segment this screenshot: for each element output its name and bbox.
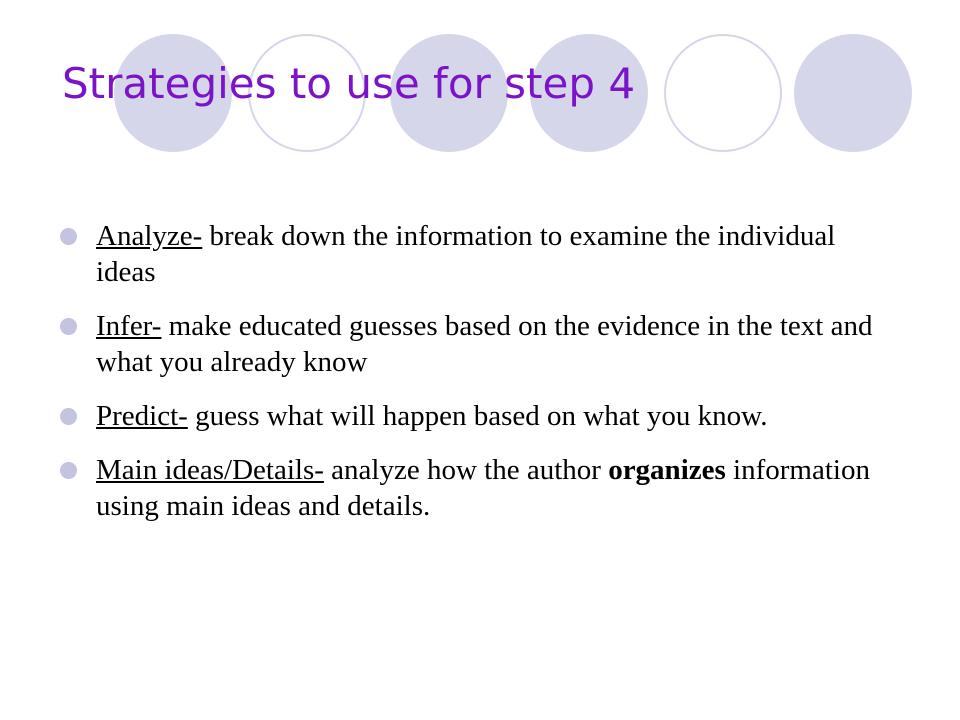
bullet-text: guess what will happen based on what you know.: [187, 400, 768, 432]
bullet-text: make educated guesses based on the evidence in the text and what you already know: [96, 310, 873, 378]
bullet-dot-icon: [60, 228, 77, 245]
bullet-emphasis: organizes: [608, 454, 726, 486]
slide-title: Strategies to use for step 4: [62, 59, 636, 108]
bullet-term: Analyze-: [96, 220, 203, 252]
bullet-text-after: information using main ideas and details.: [96, 454, 870, 522]
bullet-item-predict: [60, 398, 900, 434]
bullet-term: Main ideas/Details-: [96, 454, 324, 486]
bullet-dot-icon: [60, 318, 77, 335]
decor-circle-filled-4: [794, 34, 912, 152]
bullet-list: [60, 218, 900, 542]
bullet-item-infer: [60, 308, 900, 380]
bullet-dot-icon: [60, 408, 77, 425]
decor-circle-ring-2: [664, 34, 782, 152]
bullet-term: Predict-: [96, 400, 188, 432]
bullet-text: break down the information to examine the individual ideas: [96, 220, 836, 288]
bullet-item-analyze: [60, 218, 900, 290]
bullet-item-main-ideas: [60, 452, 900, 524]
bullet-dot-icon: [60, 462, 77, 479]
bullet-text: analyze how the author: [323, 454, 609, 486]
bullet-term: Infer-: [96, 310, 162, 342]
